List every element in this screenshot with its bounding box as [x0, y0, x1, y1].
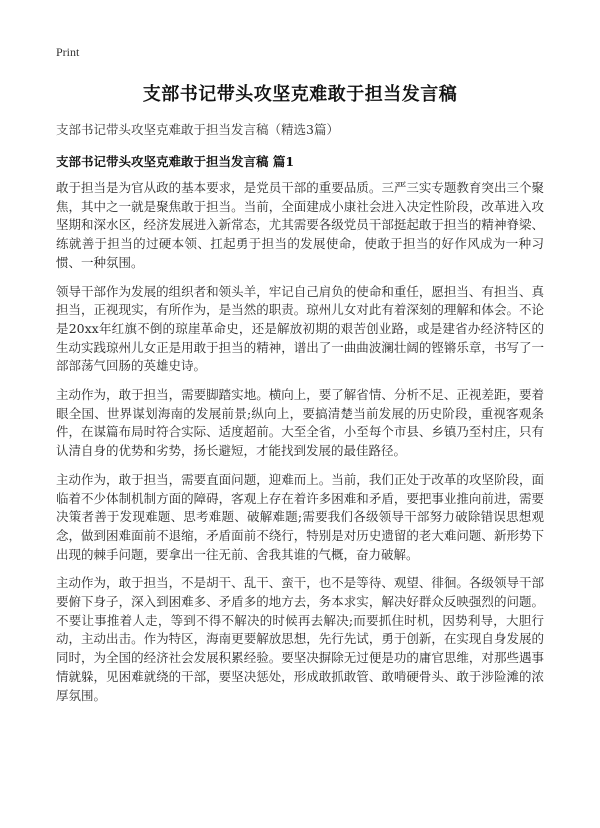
- article-body: [56, 179, 544, 715]
- paragraph: 主动作为，敢于担当，需要直面问题，迎难而上。当前，我们正处于改革的攻坚阶段，面临着不少体制机制方面的障碍，客观上存在着许多困难和矛盾，要把事业推向前进，需要决策者善于发现难题、思考难题、破解难题;需要我们各级领导干部努力破除错误思想观念，做到困难面前不退缩，矛盾面前不绕行，特别是对历史遗留的老大难问题、新形势下出现的棘手问题，要拿出一往无前、舍我其谁的气概，奋力破解。: [56, 471, 544, 562]
- paragraph: 领导干部作为发展的组织者和领头羊，牢记自己肩负的使命和重任，愿担当、有担当、真担当，正视现实，有所作为，是当然的职责。琼州儿女对此有着深刻的理解和体会。不论是20xx年红旗不倒的琼崖革命史，还是解放初期的艰苦创业路，或是建省办经济特区的生动实践琼州儿女正是用敢于担当的精神，谱出了一曲曲波澜壮阔的铿锵乐章，书写了一部部荡气回肠的英雄史诗。: [56, 283, 544, 374]
- section-heading: 支部书记带头攻坚克难敢于担当发言稿 篇1: [56, 154, 295, 169]
- document-subtitle: 支部书记带头攻坚克难敢于担当发言稿（精选3篇）: [56, 122, 339, 137]
- print-link[interactable]: Print: [56, 45, 80, 59]
- page-title: 支部书记带头攻坚克难敢于担当发言稿: [142, 84, 458, 105]
- paragraph: 敢于担当是为官从政的基本要求，是党员干部的重要品质。三严三实专题教育突出三个聚焦，其中之一就是聚焦敢于担当。当前，全面建成小康社会进入决定性阶段，改革进入攻坚期和深水区，经济发展进入新常态，尤其需要各级党员干部挺起敢于担当的精神脊梁、练就善于担当的过硬本领、扛起勇于担当的发展使命，使敢于担当的好作风成为一种习惯、一种氛围。: [56, 180, 544, 270]
- paragraph: 主动作为，敢于担当，不是胡干、乱干、蛮干，也不是等待、观望、徘徊。各级领导干部要俯下身子，深入到困难多、矛盾多的地方去，务本求实，解决好群众反映强烈的问题。不要让事推着人走，等到不得不解决的时候再去解决;而要抓住时机，因势利导，大胆行动，主动出击。作为特区，海南更要解放思想，先行先试，勇于创新，在实现自身发展的同时，为全国的经济社会发展积累经验。要坚决摒除无过便是功的庸官思维，对那些遇事情就躲，见困难就绕的干部，要坚决惩处，形成敢抓敢管、敢啃硬骨头、敢于涉险滩的浓厚氛围。: [56, 575, 544, 703]
- paragraph: 主动作为，敢于担当，需要脚踏实地。横向上，要了解省情、分析不足、正视差距，要着眼全国、世界谋划海南的发展前景;纵向上，要搞清楚当前发展的历史阶段，重视客观条件，在谋篇布局时符合实际、适度超前。大至全省，小至每个市县、乡镇乃至村庄，只有认清自身的优势和劣势，扬长避短，才能找到发展的最佳路径。: [56, 387, 544, 459]
